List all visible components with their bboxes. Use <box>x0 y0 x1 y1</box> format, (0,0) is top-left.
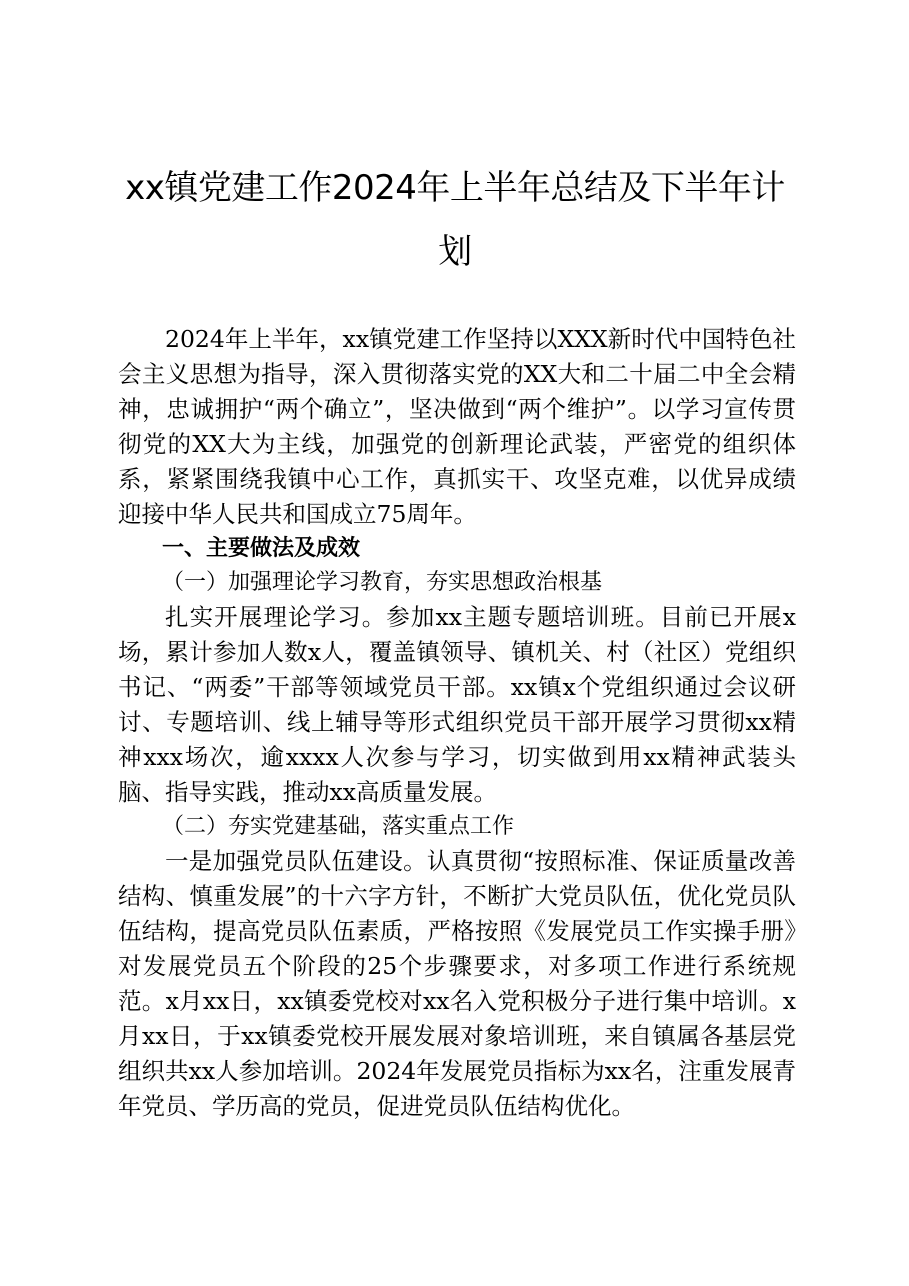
theory-study-paragraph: 扎实开展理论学习。参加xx主题专题培训班。目前已开展x场，累计参加人数x人，覆盖镇领导、镇机关、村（社区）党组织书记、“两委”干部等领域党员干部。xx镇x个党组织通过会议研讨、专题培训、线上辅导等形式组织党员干部开展学习贯彻xx精神xxx场次，逾xxxx人次参与学习，切实做到用xx精神武装头脑、指导实践，推动xx高质量发展。 <box>118 603 796 806</box>
section-heading-main-practices: 一、主要做法及成效 <box>162 536 361 561</box>
title-line-1: xx镇党建工作2024年上半年总结及下半年计 <box>125 168 785 208</box>
title-line-2: 划 <box>438 232 472 272</box>
subsection-heading-party-foundation: （二）夯实党建基础，落实重点工作 <box>162 814 515 839</box>
intro-paragraph: 2024年上半年，xx镇党建工作坚持以XXX新时代中国特色社会主义思想为指导，深入贯彻落实党的XX大和二十届二中全会精神，忠诚拥护“两个确立”，坚决做到“两个维护”。以学习宣传贯彻党的XX大为主线，加强党的创新理论武装，严密党的组织体系，紧紧围绕我镇中心工作，真抓实干、攻坚克难，以优异成绩迎接中华人民共和国成立75周年。 <box>118 325 796 528</box>
party-foundation-paragraph: 一是加强党员队伍建设。认真贯彻“按照标准、保证质量改善结构、慎重发展”的十六字方针，不断扩大党员队伍，优化党员队伍结构，提高党员队伍素质，严格按照《发展党员工作实操手册》对发展党员五个阶段的25个步骤要求，对多项工作进行系统规范。x月xx日，xx镇委党校对xx名入党积极分子进行集中培训。x月xx日，于xx镇委党校开展发展对象培训班，来自镇属各基层党组织共xx人参加培训。2024年发展党员指标为xx名，注重发展青年党员、学历高的党员，促进党员队伍结构优化。 <box>118 847 796 1120</box>
subsection-heading-theory-study: （一）加强理论学习教育，夯实思想政治根基 <box>162 570 603 595</box>
document-body <box>118 322 796 1124</box>
document-title <box>110 160 800 280</box>
